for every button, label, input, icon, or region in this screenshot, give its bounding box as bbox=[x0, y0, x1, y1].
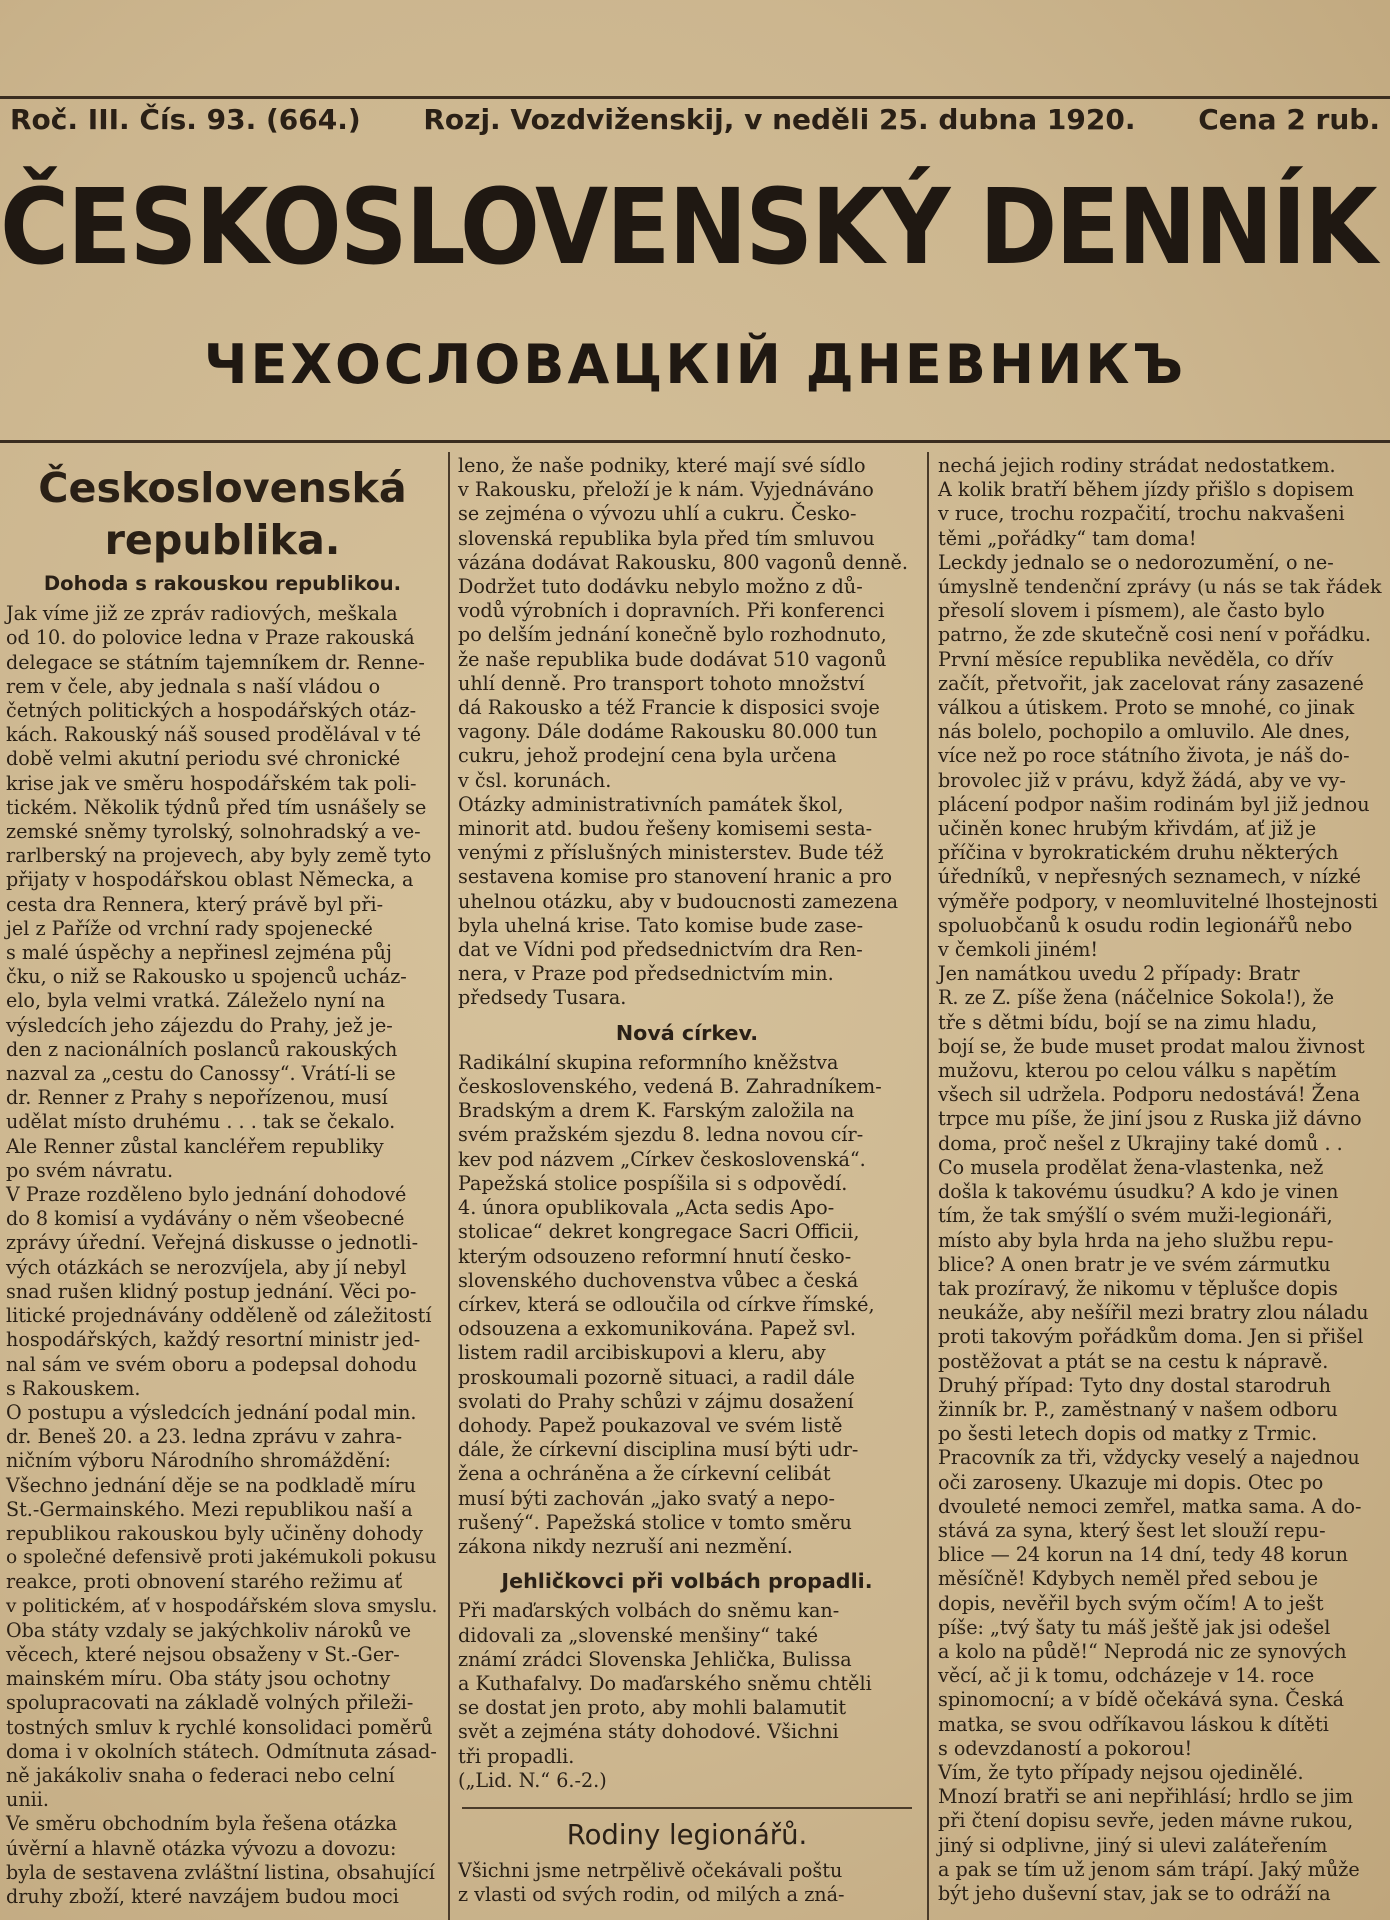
text-line: známí zrádci Slovenska Jehlička, Bulissa bbox=[458, 1647, 852, 1671]
text-line: proskoumali pozorně situaci, a radil dále bbox=[458, 1365, 855, 1389]
text-line: Mnozí bratři se ani nepřihlásí; hrdlo se jim bbox=[938, 1785, 1354, 1809]
text-line: rušený“. Papežská stolice v tomto směru bbox=[458, 1510, 852, 1534]
text-line: se zejména o vývozu uhlí a cukru. Česko- bbox=[458, 502, 857, 526]
text-line: tickém. Několik týdnů před tím usnášely se bbox=[6, 795, 427, 819]
text-line: leno, že naše podniky, které mají své sídlo bbox=[458, 454, 866, 477]
section-title-rodiny-legionaru: Rodiny legionářů. bbox=[566, 1818, 808, 1851]
text-line: v politickém, ať v hospodářském slova smyslu. bbox=[6, 1595, 438, 1617]
text-line: R. ze Z. píše žena (náčelnice Sokola!), že bbox=[938, 986, 1335, 1010]
text-line: postěžovat a ptát se na cestu k nápravě. bbox=[938, 1349, 1329, 1373]
text-line: začít, přetvořit, jak zacelovat rány zasazené bbox=[938, 671, 1364, 695]
text-line: bojí se, že bude muset prodat malou živnost bbox=[938, 1034, 1365, 1058]
text-line: Ale Renner zůstal kancléřem republiky bbox=[6, 1134, 384, 1158]
text-line: byla uhelná krise. Tato komise bude zase- bbox=[458, 913, 864, 937]
article-nova-cirkev bbox=[452, 1051, 922, 1559]
issue-number: Roč. III. Čís. 93. (664.) bbox=[10, 102, 361, 136]
text-line: cukru, jehož prodejní cena byla určena bbox=[458, 744, 837, 768]
text-line: o společné defensivě proti jakémukoli pokusu bbox=[6, 1547, 437, 1569]
article-continuation bbox=[452, 452, 922, 1011]
headline-line-2: republika. bbox=[104, 516, 341, 564]
text-line: v čemkoli jiném! bbox=[938, 938, 1099, 962]
text-line: vých otázkách se nerozvíjela, aby jí nebyl bbox=[6, 1255, 407, 1279]
text-line: čku, o niž se Rakousko u spojenců ucház- bbox=[6, 965, 407, 989]
text-line: dvouleté nemoci zemřel, matka sama. A do- bbox=[938, 1494, 1362, 1518]
text-line: stává za syna, který šest let slouží repu- bbox=[938, 1518, 1326, 1542]
text-line: litické projednávány odděleně od záležitostí bbox=[6, 1304, 432, 1328]
text-line: místo aby byla hrda na jeho službu repu- bbox=[938, 1228, 1334, 1252]
text-line: Papežská stolice pospíšila si s odpovědí. bbox=[458, 1171, 848, 1195]
text-line: musí býti zachován „jako svatý a nepo- bbox=[458, 1486, 835, 1510]
text-line: Vím, že tyto případy nejsou ojedinělé. bbox=[938, 1760, 1304, 1784]
text-line: patrno, že zde skutečně cosi není v pořádku. bbox=[938, 623, 1371, 647]
text-line: dohody. Papež poukazoval ve svém listě bbox=[458, 1413, 843, 1437]
text-line: unii. bbox=[6, 1788, 49, 1812]
text-line: píše: „tvý šaty tu máš ještě jak jsi odešel bbox=[938, 1615, 1331, 1639]
text-line: úředníků, v nepřesných seznamech, v nízké bbox=[938, 865, 1362, 889]
text-line: kev pod názvem „Církev československá“. bbox=[458, 1147, 866, 1171]
text-line: církev, která se odloučila od církve římské, bbox=[458, 1292, 875, 1316]
text-line: kách. Rakouský náš soused prodělával v té bbox=[6, 723, 422, 747]
text-line: krise jak ve směru hospodářském tak poli- bbox=[6, 771, 417, 795]
text-line: v ruce, trochu rozpačití, trochu nakvašeni bbox=[938, 502, 1345, 526]
text-line: československého, vedená B. Zahradníkem- bbox=[458, 1075, 882, 1099]
headline-line-1: Československá bbox=[38, 464, 407, 512]
text-line: tak prozíravý, že nikomu v těplušce dopis bbox=[938, 1276, 1338, 1300]
text-line: brovolec již v právu, když žádá, aby ve vy- bbox=[938, 768, 1346, 792]
text-line: vázána dodávat Rakousku, 800 vagonů denně. bbox=[458, 550, 908, 574]
text-line: nazval za „cestu do Canossy“. Vrátí-li se bbox=[6, 1062, 396, 1086]
text-line: uhelnou otázku, aby v budoucnosti zamezena bbox=[458, 889, 899, 913]
text-line: („Lid. N.“ 6.-2.) bbox=[458, 1768, 607, 1792]
text-line: všech sil udržela. Podporu nedostává! Žena bbox=[938, 1083, 1361, 1107]
text-line: svém pražském sjezdu 8. ledna novou cír- bbox=[458, 1123, 864, 1147]
text-line: měsíčně! Kdybych neměl před sebou je bbox=[938, 1567, 1319, 1591]
text-line: spinomocní; a v bídě očekává syna. Česká bbox=[938, 1688, 1345, 1712]
text-line: plácení podpor našim rodinám byl již jednou bbox=[938, 792, 1370, 816]
column-divider-1 bbox=[448, 452, 450, 1920]
text-line: vodů výrobních i dopravních. Při konferenci bbox=[458, 599, 885, 623]
text-line: A kolik bratří během jízdy přišlo s dopisem bbox=[938, 478, 1355, 502]
text-line: blice — 24 korun na 14 dní, tedy 48 korun bbox=[938, 1543, 1348, 1567]
column-1 bbox=[0, 452, 445, 1920]
text-line: tři propadli. bbox=[458, 1744, 575, 1768]
text-line: proti takovým pořádkům doma. Jen si přišel bbox=[938, 1325, 1364, 1349]
column-divider-2 bbox=[927, 452, 929, 1920]
text-line: předsedy Tusara. bbox=[458, 986, 627, 1010]
text-line: věcí, ač ji k tomu, odcházeje v 14. roce bbox=[938, 1664, 1315, 1688]
text-line: učiněn konec hrubým křivdám, ať již je bbox=[938, 817, 1317, 841]
text-line: venými z příslušných ministerstev. Bude též bbox=[458, 841, 884, 865]
article-rodiny-legionaru bbox=[452, 1859, 922, 1907]
text-line: úmyslně tendenční zprávy (u nás se tak řádek bbox=[938, 576, 1382, 599]
text-line: dr. Renner z Prahy s nepořízenou, musí bbox=[6, 1086, 388, 1110]
text-line: ně jakákoliv snaha o federaci nebo celní bbox=[6, 1763, 395, 1787]
text-line: První měsíce republika nevěděla, co dřív bbox=[938, 647, 1334, 671]
text-line: příčina v byrokratickém druhu některých bbox=[938, 841, 1339, 865]
text-line: nal sám ve svém oboru a podepsal dohodu bbox=[6, 1352, 418, 1376]
text-line: elo, byla velmi vratká. Záleželo nyní na bbox=[6, 989, 386, 1013]
text-line: udělat místo druhému . . . tak se čekalo. bbox=[6, 1110, 396, 1134]
text-line: přijaty v hospodářskou oblast Německa, a bbox=[6, 868, 414, 892]
text-line: dá Rakousko a též Francie k disposici svoje bbox=[458, 696, 880, 720]
text-line: tře s dětmi bídu, bojí se na zimu hladu, bbox=[938, 1010, 1318, 1034]
text-line: svolati do Prahy schůzi v zájmu dosažení bbox=[458, 1389, 854, 1413]
text-line: více než po roce státního života, je náš do- bbox=[938, 744, 1350, 768]
text-line: být jeho duševní stav, jak se to odráží na bbox=[938, 1881, 1331, 1905]
text-line: cesta dra Rennera, který právě byl při- bbox=[6, 892, 384, 916]
text-line: při čtení dopisu sevře, jeden mávne rukou, bbox=[938, 1809, 1354, 1833]
article-body bbox=[0, 602, 445, 1909]
text-line: slovenského duchovenstva vůbec a česká bbox=[458, 1268, 859, 1292]
text-line: stolicae“ dekret kongregace Sacri Officii, bbox=[458, 1220, 860, 1244]
text-line: jiný si odplivne, jiný si ulevi zaláteřením bbox=[938, 1833, 1328, 1857]
text-line: době velmi akutní periodu své chronické bbox=[6, 747, 401, 771]
text-line: dr. Beneš 20. a 23. ledna zprávu v zahra- bbox=[6, 1425, 403, 1449]
text-line: Všichni jsme netrpělivě očekávali poštu bbox=[458, 1859, 843, 1883]
text-line: s odevzdaností a pokorou! bbox=[938, 1736, 1193, 1760]
article-rodiny-continuation bbox=[932, 452, 1390, 1906]
text-line: výměře podpory, v neomluvitelné lhostejnosti bbox=[938, 889, 1378, 913]
text-line: mužovu, kterou po celou válku s napětím bbox=[938, 1059, 1337, 1083]
text-line: nera, v Praze pod předsednictvím min. bbox=[458, 962, 834, 986]
text-line: nás bolelo, pochopilo a omluvilo. Ale dnes, bbox=[938, 720, 1351, 744]
text-line: St.-Germainského. Mezi republikou naší a bbox=[6, 1497, 413, 1521]
column-2 bbox=[452, 452, 922, 1920]
text-line: Jen namátkou uvedu 2 případy: Bratr bbox=[938, 962, 1300, 986]
section-title-nova-cirkev: Nová církev. bbox=[615, 1020, 759, 1045]
text-line: listem radil arcibiskupovi a kleru, aby bbox=[458, 1341, 826, 1365]
text-line: se dostat jen proto, aby mohli balamutit bbox=[458, 1696, 847, 1720]
text-line: hospodářských, každý resortní ministr jed- bbox=[6, 1328, 421, 1352]
text-line: snad rušen klidný postup jednání. Věci po- bbox=[6, 1279, 417, 1303]
text-line: tím, že tak smýšlí o svém muži-legionáři, bbox=[938, 1204, 1333, 1228]
text-line: že naše republika bude dodávat 510 vagonů bbox=[458, 647, 887, 671]
text-line: kterým odsouzeno reformní hnutí česko- bbox=[458, 1244, 852, 1268]
text-line: a Kuthafalvy. Do maďarského sněmu chtěli bbox=[458, 1671, 872, 1695]
section-title-jehlickovci: Jehličkovci při volbách propadli. bbox=[501, 1569, 873, 1594]
text-line: den z nacionálních poslanců rakouských bbox=[6, 1037, 398, 1061]
price: Cena 2 rub. bbox=[1198, 102, 1380, 136]
text-line: sestavena komise pro stanovení hranic a pro bbox=[458, 865, 893, 889]
title-text: ČESKOSLOVENSKÝ DENNÍK bbox=[0, 166, 1376, 288]
text-line: nechá jejich rodiny strádat nedostatkem. bbox=[938, 454, 1336, 477]
text-line: po delším jednání konečně bylo rozhodnuto, bbox=[458, 623, 887, 647]
text-line: po šesti letech dopis od matky z Trmic. bbox=[938, 1422, 1318, 1446]
text-line: Pracovník za tři, vždycky veselý a najednou bbox=[938, 1446, 1360, 1470]
text-line: oči zaroseny. Ukazuje mi dopis. Otec po bbox=[938, 1470, 1324, 1494]
text-line: slovenská republika byla před tím smluvou bbox=[458, 526, 875, 550]
text-line: zákona nikdy nezruší ani nezmění. bbox=[458, 1534, 793, 1558]
text-line: Druhý případ: Tyto dny dostal starodruh bbox=[938, 1373, 1331, 1397]
text-line: s malé úspěchy a nepřinesl zejména půj bbox=[6, 941, 392, 965]
text-line: vagony. Dále dodáme Rakousku 80.000 tun bbox=[458, 720, 878, 744]
text-line: žinník br. P., zaměstnaný v našem odboru bbox=[938, 1397, 1338, 1421]
text-line: blice? A onen bratr je ve svém zármutku bbox=[938, 1252, 1331, 1276]
text-line: v čsl. korunách. bbox=[458, 768, 612, 792]
text-line: Oba státy vzdaly se jakýchkoliv nároků ve bbox=[6, 1618, 412, 1642]
text-line: zprávy úřední. Veřejná diskusse o jednotli- bbox=[6, 1231, 419, 1255]
column-3 bbox=[932, 452, 1390, 1920]
text-line: doma i v okolních státech. Odmítnuta zásad- bbox=[6, 1739, 437, 1763]
text-line: došla k takovému úsudku? A kdo je vinen bbox=[938, 1180, 1339, 1204]
text-line: byla de sestavena zvláštní listina, obsahující bbox=[6, 1860, 435, 1884]
text-line: věcech, které nejsou obsaženy v St.-Ger- bbox=[6, 1642, 400, 1666]
text-line: V Praze rozděleno bylo jednání dohodové bbox=[6, 1183, 407, 1207]
text-line: republikou rakouskou byly učiněny dohody bbox=[6, 1521, 423, 1545]
text-line: přesolí slovem i písmem), ale často bylo bbox=[938, 599, 1325, 623]
text-line: druhy zboží, které navzájem budou moci bbox=[6, 1884, 399, 1908]
text-line: matka, se svou odříkavou láskou k dítěti bbox=[938, 1712, 1329, 1736]
article-jehlickovci bbox=[452, 1599, 922, 1793]
text-line: žena a ochráněna a že církevní celibát bbox=[458, 1462, 831, 1486]
text-line: tostných smluv k rychlé konsolidaci poměrů bbox=[6, 1715, 433, 1739]
text-line: dále, že církevní disciplina musí býti udr- bbox=[458, 1438, 859, 1462]
text-line: 4. února opublikovala „Acta sedis Apo- bbox=[458, 1196, 835, 1220]
text-line: jel z Paříže od vrchní rady spojenecké bbox=[6, 916, 373, 940]
text-line: Co musela prodělat žena-vlastenka, než bbox=[938, 1155, 1324, 1179]
text-line: Leckdy jednalo se o nedorozumění, o ne- bbox=[938, 550, 1334, 574]
text-line: delegace se státním tajemníkem dr. Renne- bbox=[6, 650, 425, 674]
text-line: výsledcích jeho zájezdu do Prahy, jež je- bbox=[6, 1013, 393, 1037]
text-line: zemské sněmy tyrolský, solnohradský a ve- bbox=[6, 820, 421, 844]
text-line: Dodržet tuto dodávku nebylo možno z dů- bbox=[458, 575, 863, 599]
masthead-rule bbox=[0, 440, 1390, 443]
text-line: dat ve Vídni pod předsednictvím dra Ren- bbox=[458, 938, 863, 962]
text-line: svět a zejména státy dohodové. Všichni bbox=[458, 1720, 839, 1744]
text-line: mainském míru. Oba státy jsou ochotny bbox=[6, 1667, 391, 1691]
text-line: O postupu a výsledcích jednání podal min. bbox=[6, 1400, 417, 1424]
text-line: spolupracovati na základě volných přileži- bbox=[6, 1691, 414, 1715]
text-line: rarlberský na projevech, aby byly země tyto bbox=[6, 844, 432, 868]
text-line: spoluobčanů k osudu rodin legionářů nebo bbox=[938, 913, 1353, 937]
text-line: od 10. do polovice ledna v Praze rakouská bbox=[6, 626, 415, 650]
text-line: v Rakousku, přeloží je k nám. Vyjednáváno bbox=[458, 478, 874, 502]
text-line: odsouzena a exkomunikována. Papež svl. bbox=[458, 1317, 856, 1341]
text-line: a pak se tím už jenom sám trápí. Jaký může bbox=[938, 1857, 1360, 1881]
text-line: Při maďarských volbách do sněmu kan- bbox=[458, 1599, 840, 1623]
issue-header bbox=[10, 98, 1380, 140]
article-headline bbox=[0, 462, 445, 566]
text-line: Jak víme již ze zpráv radiových, meškala bbox=[6, 602, 398, 626]
text-line: rem v čele, aby jednala s naší vládou o bbox=[6, 674, 381, 698]
text-line: Všechno jednání děje se na podkladě míru bbox=[6, 1473, 416, 1497]
text-line: ničním výboru Národního shromáždění: bbox=[6, 1449, 391, 1473]
text-line: Radikální skupina reformního kněžstva bbox=[458, 1050, 839, 1074]
text-line: do 8 komisí a vydávány o něm všeobecné bbox=[6, 1207, 405, 1231]
text-line: válkou a útiskem. Proto se mnohé, co jinak bbox=[938, 696, 1355, 720]
place-and-date: Rozj. Vozdviženskij, v neděli 25. dubna 1920. bbox=[423, 102, 1136, 136]
text-line: a kolo na půdě!“ Neprodá nic ze synových bbox=[938, 1639, 1347, 1663]
text-line: reakce, proti obnovení starého režimu ať bbox=[6, 1570, 403, 1594]
text-line: četných politických a hospodářských otáz- bbox=[6, 699, 417, 723]
text-line: po svém návratu. bbox=[6, 1158, 174, 1182]
text-line: Bradským a drem K. Farským založila na bbox=[458, 1099, 855, 1123]
text-line: dopis, nevěřil bych svým očím! A to ješt bbox=[938, 1591, 1324, 1615]
section-separator bbox=[462, 1807, 912, 1809]
text-line: neukáže, aby nešířil mezi bratry zlou náladu bbox=[938, 1301, 1369, 1325]
text-line: uhlí denně. Pro transport tohoto množství bbox=[458, 671, 865, 695]
text-line: doma, proč nešel z Ukrajiny také domů . . bbox=[938, 1131, 1343, 1155]
newspaper-title bbox=[0, 152, 1390, 302]
text-line: trpce mu píše, že jiní jsou z Ruska již dávno bbox=[938, 1107, 1362, 1131]
text-line: z vlasti od svých rodin, od milých a zná- bbox=[458, 1883, 845, 1907]
article-subheadline: Dohoda s rakouskou republikou. bbox=[43, 572, 402, 595]
text-line: didovali za „slovenské menšiny“ také bbox=[458, 1623, 819, 1647]
text-line: s Rakouskem. bbox=[6, 1376, 141, 1400]
text-line: minorit atd. budou řešeny komisemi sesta- bbox=[458, 817, 873, 841]
newspaper-subtitle: ЧЕХОСЛОВАЦКІЙ ДНЕВНИКЪ bbox=[203, 333, 1187, 396]
text-line: těmi „pořádky“ tam doma! bbox=[938, 526, 1197, 550]
text-line: Otázky administrativních památek škol, bbox=[458, 792, 844, 816]
text-line: Ve směru obchodním byla řešena otázka bbox=[6, 1812, 398, 1836]
text-line: úvěrní a hlavně otázka vývozu a dovozu: bbox=[6, 1836, 397, 1860]
